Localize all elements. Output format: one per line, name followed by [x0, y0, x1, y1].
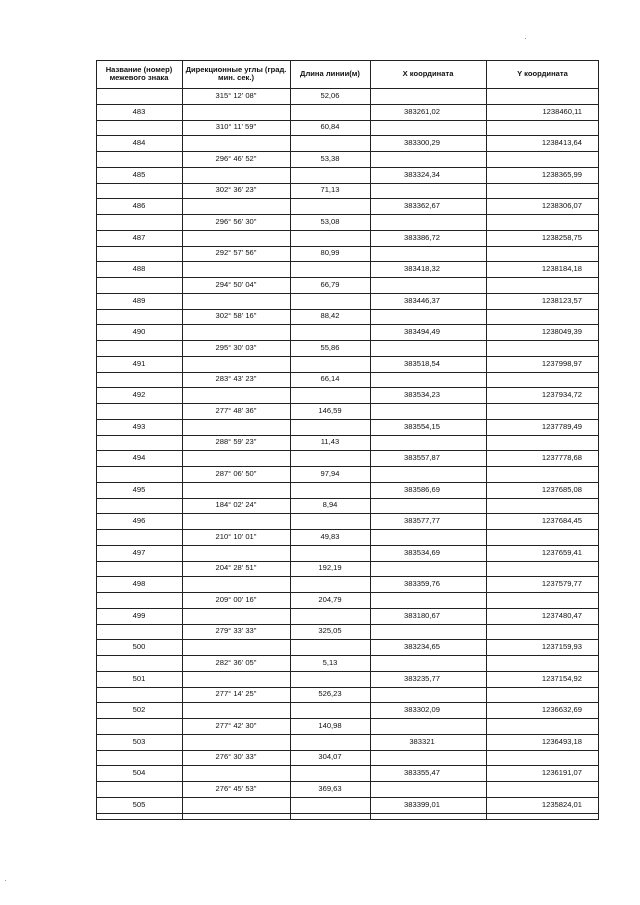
- y-coordinate-cell: 1237789,49: [541, 422, 582, 431]
- point-name-cell: 499: [132, 611, 146, 620]
- table-row-line: [96, 819, 599, 820]
- direction-angle-cell: 277° 42' 30": [215, 721, 257, 730]
- point-name-cell: 497: [132, 548, 146, 557]
- x-coordinate-cell: 383300,29: [404, 138, 440, 147]
- line-length-cell: 49,83: [320, 532, 340, 541]
- x-coordinate-cell: 383586,69: [404, 485, 440, 494]
- x-coordinate-cell: 383321: [409, 737, 435, 746]
- y-coordinate-cell: 1238413,64: [541, 138, 582, 147]
- direction-angle-cell: 277° 14' 25": [215, 689, 257, 698]
- point-name-cell: 503: [132, 737, 146, 746]
- line-length-cell: 55,86: [320, 343, 340, 352]
- x-coordinate-cell: 383399,01: [404, 800, 440, 809]
- x-coordinate-cell: 383534,23: [404, 390, 440, 399]
- direction-angle-cell: 315° 12' 08": [215, 91, 257, 100]
- header-line-length: Длина линии(м): [300, 68, 360, 78]
- header-x-coordinate: X координата: [402, 68, 454, 78]
- scan-speck: [525, 38, 526, 39]
- x-coordinate-cell: 383557,87: [404, 453, 440, 462]
- x-coordinate-cell: 383235,77: [404, 674, 440, 683]
- direction-angle-cell: 279° 33' 33": [215, 626, 257, 635]
- x-coordinate-cell: 383534,69: [404, 548, 440, 557]
- y-coordinate-cell: 1238460,11: [542, 107, 582, 116]
- point-name-cell: 498: [132, 579, 146, 588]
- y-coordinate-cell: 1238258,75: [541, 233, 582, 242]
- line-length-cell: 66,14: [320, 374, 340, 383]
- y-coordinate-cell: 1237159,93: [541, 642, 582, 651]
- table-row-line: [96, 813, 599, 814]
- line-length-cell: 325,05: [318, 626, 342, 635]
- direction-angle-cell: 310° 11' 59": [215, 122, 257, 131]
- point-name-cell: 501: [132, 674, 146, 683]
- line-length-cell: 8,94: [322, 500, 338, 509]
- line-length-cell: 304,07: [318, 752, 342, 761]
- direction-angle-cell: 302° 36' 23": [215, 185, 257, 194]
- direction-angle-cell: 295° 30' 03": [215, 343, 257, 352]
- table-column-line: [598, 60, 599, 820]
- point-name-cell: 484: [132, 138, 146, 147]
- x-coordinate-cell: 383418,32: [404, 264, 440, 273]
- point-name-cell: 496: [132, 516, 146, 525]
- line-length-cell: 53,38: [320, 154, 340, 163]
- x-coordinate-cell: 383518,54: [404, 359, 440, 368]
- x-coordinate-cell: 383302,09: [404, 705, 440, 714]
- point-name-cell: 502: [132, 705, 146, 714]
- y-coordinate-cell: 1236632,69: [541, 705, 582, 714]
- line-length-cell: 369,63: [318, 784, 342, 793]
- point-name-cell: 500: [132, 642, 146, 651]
- direction-angle-cell: 287° 06' 50": [215, 469, 257, 478]
- x-coordinate-cell: 383362,67: [404, 201, 440, 210]
- y-coordinate-cell: 1237685,08: [541, 485, 582, 494]
- y-coordinate-cell: 1237659,41: [541, 548, 582, 557]
- x-coordinate-cell: 383324,34: [404, 170, 440, 179]
- x-coordinate-cell: 383386,72: [404, 233, 440, 242]
- x-coordinate-cell: 383234,65: [404, 642, 440, 651]
- table-row-line: [96, 60, 599, 61]
- direction-angle-cell: 277° 48' 36": [215, 406, 257, 415]
- direction-angle-cell: 294° 50' 04": [215, 280, 257, 289]
- direction-angle-cell: 276° 30' 33": [215, 752, 257, 761]
- line-length-cell: 5,13: [322, 658, 338, 667]
- y-coordinate-cell: 1237480,47: [541, 611, 582, 620]
- y-coordinate-cell: 1238306,07: [541, 201, 582, 210]
- point-name-cell: 487: [132, 233, 146, 242]
- x-coordinate-cell: 383359,76: [404, 579, 440, 588]
- y-coordinate-cell: 1237154,92: [541, 674, 582, 683]
- point-name-cell: 492: [132, 390, 146, 399]
- direction-angle-cell: 209° 00' 16": [215, 595, 257, 604]
- point-name-cell: 488: [132, 264, 146, 273]
- point-name-cell: 490: [132, 327, 146, 336]
- point-name-cell: 489: [132, 296, 146, 305]
- direction-angle-cell: 282° 36' 05": [215, 658, 257, 667]
- point-name-cell: 491: [132, 359, 146, 368]
- direction-angle-cell: 296° 56' 30": [215, 217, 257, 226]
- line-length-cell: 60,84: [320, 122, 340, 131]
- direction-angle-cell: 292° 57' 56": [215, 248, 257, 257]
- point-name-cell: 505: [132, 800, 146, 809]
- point-name-cell: 504: [132, 768, 146, 777]
- header-direction-angles: Дирекционные углы (град. мин. сек.): [185, 64, 287, 82]
- line-length-cell: 146,59: [318, 406, 342, 415]
- line-length-cell: 11,43: [320, 437, 340, 446]
- x-coordinate-cell: 383355,47: [404, 768, 440, 777]
- line-length-cell: 53,08: [320, 217, 340, 226]
- line-length-cell: 52,06: [320, 91, 340, 100]
- line-length-cell: 204,79: [318, 595, 342, 604]
- point-name-cell: 483: [132, 107, 146, 116]
- x-coordinate-cell: 383554,15: [404, 422, 440, 431]
- line-length-cell: 526,23: [318, 689, 342, 698]
- y-coordinate-cell: 1237998,97: [541, 359, 582, 368]
- direction-angle-cell: 204° 28' 51": [215, 563, 257, 572]
- line-length-cell: 192,19: [318, 563, 342, 572]
- point-name-cell: 486: [132, 201, 146, 210]
- line-length-cell: 80,99: [320, 248, 340, 257]
- line-length-cell: 71,13: [320, 185, 340, 194]
- line-length-cell: 66,79: [320, 280, 340, 289]
- y-coordinate-cell: 1237934,72: [541, 390, 582, 399]
- x-coordinate-cell: 383577,77: [404, 516, 440, 525]
- direction-angle-cell: 296° 46' 52": [215, 154, 257, 163]
- y-coordinate-cell: 1237684,45: [541, 516, 582, 525]
- x-coordinate-cell: 383261,02: [404, 107, 440, 116]
- x-coordinate-cell: 383494,49: [404, 327, 440, 336]
- point-name-cell: 495: [132, 485, 146, 494]
- table-column-line: [182, 60, 183, 820]
- direction-angle-cell: 276° 45' 53": [215, 784, 257, 793]
- coordinates-table: [96, 60, 599, 820]
- y-coordinate-cell: 1238123,57: [541, 296, 582, 305]
- y-coordinate-cell: 1237778,68: [541, 453, 582, 462]
- line-length-cell: 97,94: [320, 469, 340, 478]
- scan-speck: [5, 880, 6, 881]
- y-coordinate-cell: 1235824,01: [541, 800, 582, 809]
- x-coordinate-cell: 383446,37: [404, 296, 440, 305]
- header-point-name: Название (номер) межевого знака: [105, 64, 173, 82]
- line-length-cell: 140,98: [318, 721, 342, 730]
- point-name-cell: 493: [132, 422, 146, 431]
- y-coordinate-cell: 1237579,77: [541, 579, 582, 588]
- direction-angle-cell: 184° 02' 24": [215, 500, 257, 509]
- line-length-cell: 88,42: [320, 311, 340, 320]
- direction-angle-cell: 283° 43' 23": [215, 374, 257, 383]
- point-name-cell: 485: [132, 170, 146, 179]
- point-name-cell: 494: [132, 453, 146, 462]
- direction-angle-cell: 302° 58' 16": [215, 311, 257, 320]
- direction-angle-cell: 210° 10' 01": [215, 532, 257, 541]
- y-coordinate-cell: 1238365,99: [541, 170, 582, 179]
- header-y-coordinate: Y координата: [517, 68, 568, 78]
- y-coordinate-cell: 1236191,07: [541, 768, 582, 777]
- x-coordinate-cell: 383180,67: [404, 611, 440, 620]
- y-coordinate-cell: 1236493,18: [541, 737, 582, 746]
- direction-angle-cell: 288° 59' 23": [215, 437, 257, 446]
- y-coordinate-cell: 1238049,39: [541, 327, 582, 336]
- y-coordinate-cell: 1238184,18: [541, 264, 582, 273]
